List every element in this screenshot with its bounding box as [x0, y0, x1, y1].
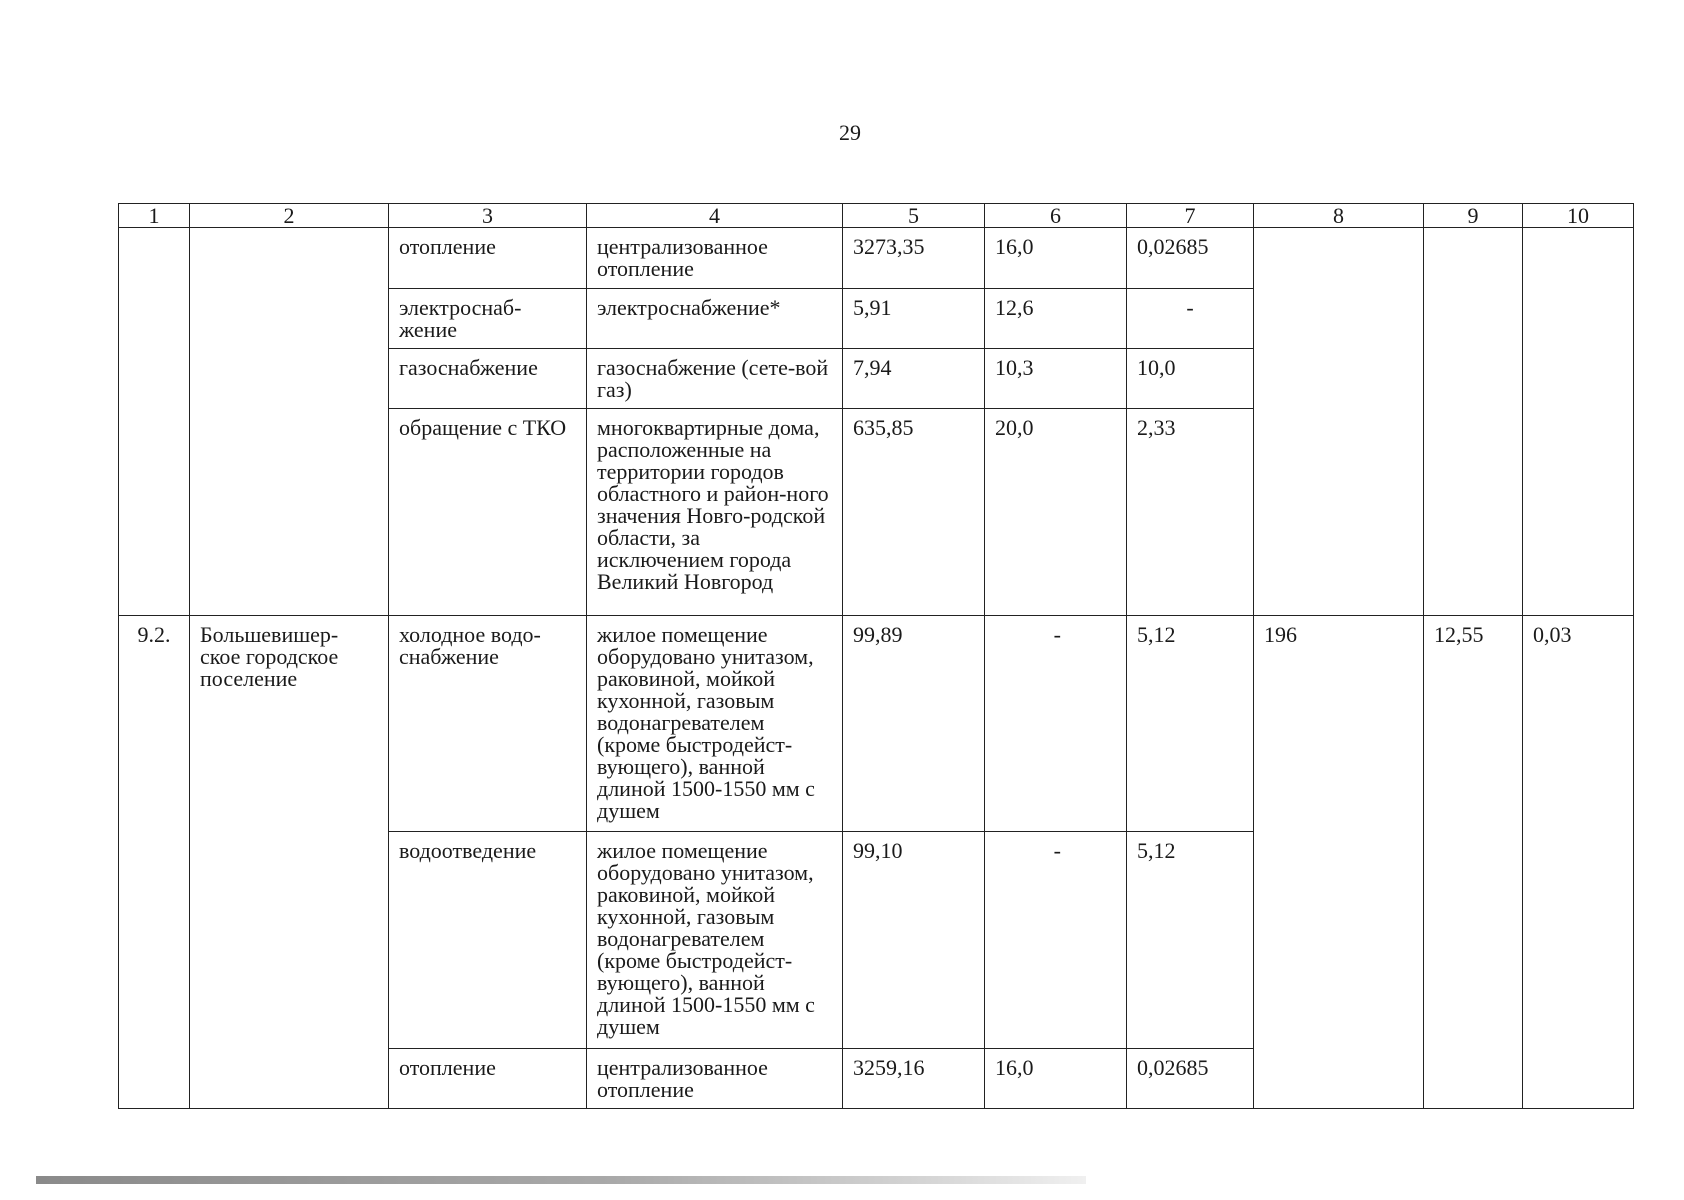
header-cell: 7	[1127, 204, 1254, 228]
description-cell: жилое помещение оборудовано унитазом, раковиной, мойкой кухонной, газовым водонагревателем (кроме быстродейст-вующего), ванной длиной 1500-1550 мм с душем	[587, 832, 843, 1048]
header-cell: 6	[985, 204, 1127, 228]
number-cell: 9.2.	[119, 615, 190, 1108]
value-cell-6: -	[985, 832, 1127, 1048]
value-cell-6: 10,3	[985, 348, 1127, 408]
settlement-cell: Большевишер-ское городское поселение	[190, 615, 389, 1108]
description-cell: централизованное отопление	[587, 228, 843, 288]
service-cell: отопление	[389, 228, 587, 288]
value-cell-5: 3273,35	[843, 228, 985, 288]
description-cell: централизованное отопление	[587, 1048, 843, 1108]
value-cell-5: 99,89	[843, 615, 985, 831]
value-cell-10: 0,03	[1523, 615, 1634, 1108]
value-cell-6: 20,0	[985, 409, 1127, 615]
description-cell: жилое помещение оборудовано унитазом, раковиной, мойкой кухонной, газовым водонагревателем (кроме быстродейст-вующего), ванной длиной 1500-1550 мм с душем	[587, 615, 843, 831]
value-cell-8-empty	[1254, 228, 1424, 616]
value-cell-7: -	[1127, 288, 1254, 348]
value-cell-7: 5,12	[1127, 832, 1254, 1048]
value-cell-7: 0,02685	[1127, 1048, 1254, 1108]
scan-edge-strip	[36, 1176, 1086, 1184]
value-cell-5: 3259,16	[843, 1048, 985, 1108]
description-cell: газоснабжение (сете-вой газ)	[587, 348, 843, 408]
value-cell-6: -	[985, 615, 1127, 831]
value-cell-5: 7,94	[843, 348, 985, 408]
table-row	[119, 615, 1634, 831]
number-cell-empty	[119, 228, 190, 616]
header-cell: 10	[1523, 204, 1634, 228]
page-number: 29	[839, 120, 861, 145]
description-cell: электроснабжение*	[587, 288, 843, 348]
settlement-cell-empty	[190, 228, 389, 616]
value-cell-7: 0,02685	[1127, 228, 1254, 288]
value-cell-6: 16,0	[985, 228, 1127, 288]
value-cell-5: 5,91	[843, 288, 985, 348]
value-cell-8: 196	[1254, 615, 1424, 1108]
value-cell-5: 635,85	[843, 409, 985, 615]
table-row	[119, 228, 1634, 288]
service-cell: газоснабжение	[389, 348, 587, 408]
table-header-row	[119, 204, 1634, 228]
value-cell-7: 5,12	[1127, 615, 1254, 831]
value-cell-10-empty	[1523, 228, 1634, 616]
service-cell: отопление	[389, 1048, 587, 1108]
description-cell: многоквартирные дома, расположенные на территории городов областного и район-ного значения Новго-родской области, за исключением города Великий Новгород	[587, 409, 843, 615]
header-cell: 1	[119, 204, 190, 228]
tariff-table	[118, 203, 1634, 1109]
value-cell-6: 12,6	[985, 288, 1127, 348]
value-cell-7: 2,33	[1127, 409, 1254, 615]
service-cell: электроснаб-жение	[389, 288, 587, 348]
header-cell: 8	[1254, 204, 1424, 228]
header-cell: 3	[389, 204, 587, 228]
value-cell-6: 16,0	[985, 1048, 1127, 1108]
header-cell: 5	[843, 204, 985, 228]
value-cell-7: 10,0	[1127, 348, 1254, 408]
header-cell: 9	[1424, 204, 1523, 228]
header-cell: 4	[587, 204, 843, 228]
service-cell: водоотведение	[389, 832, 587, 1048]
service-cell: обращение с ТКО	[389, 409, 587, 615]
value-cell-5: 99,10	[843, 832, 985, 1048]
value-cell-9-empty	[1424, 228, 1523, 616]
header-cell: 2	[190, 204, 389, 228]
value-cell-9: 12,55	[1424, 615, 1523, 1108]
service-cell: холодное водо-снабжение	[389, 615, 587, 831]
